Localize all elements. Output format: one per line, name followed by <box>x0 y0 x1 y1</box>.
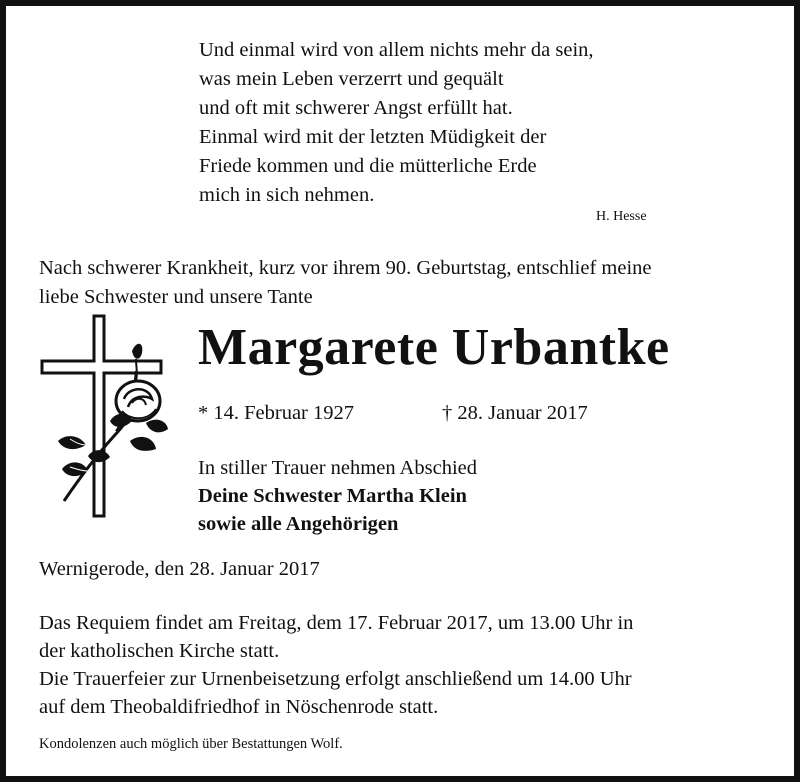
mourners-intro: In stiller Trauer nehmen Abschied <box>198 457 477 479</box>
birth-date: * 14. Februar 1927 <box>198 402 355 424</box>
poem-line: mich in sich nehmen. <box>199 184 375 206</box>
poem-author: H. Hesse <box>596 209 647 224</box>
place-and-date: Wernigerode, den 28. Januar 2017 <box>39 558 320 580</box>
requiem-line: der katholischen Kirche statt. <box>39 640 280 662</box>
poem-line: Einmal wird mit der letzten Müdigkeit der <box>199 126 547 148</box>
requiem-line: Die Trauerfeier zur Urnenbeisetzung erfolgt anschließend um 14.00 Uhr <box>39 668 632 690</box>
poem-line: was mein Leben verzerrt und gequält <box>199 68 504 90</box>
requiem-info <box>39 609 633 721</box>
intro-line: Nach schwerer Krankheit, kurz vor ihrem 90. Geburtstag, entschlief meine <box>39 257 652 279</box>
mourner-relatives: sowie alle Angehörigen <box>198 513 399 535</box>
mourner-sister: Deine Schwester Martha Klein <box>198 485 467 507</box>
mourners-block <box>198 454 477 538</box>
poem-line: Friede kommen und die mütterliche Erde <box>199 155 537 177</box>
intro-line: liebe Schwester und unsere Tante <box>39 286 313 308</box>
cross-with-rose-icon <box>36 311 176 521</box>
condolences-note: Kondolenzen auch möglich über Bestattungen Wolf. <box>39 736 343 752</box>
poem <box>199 36 594 210</box>
deceased-name: Margarete Urbantke <box>198 319 670 376</box>
intro-text <box>39 254 652 312</box>
requiem-line: Das Requiem findet am Freitag, dem 17. Februar 2017, um 13.00 Uhr in <box>39 612 634 634</box>
requiem-line: auf dem Theobaldifriedhof in Nöschenrode statt. <box>39 696 439 718</box>
poem-line: und oft mit schwerer Angst erfüllt hat. <box>199 97 513 119</box>
poem-line: Und einmal wird von allem nichts mehr da sein, <box>199 39 594 61</box>
death-date: † 28. Januar 2017 <box>442 402 588 424</box>
